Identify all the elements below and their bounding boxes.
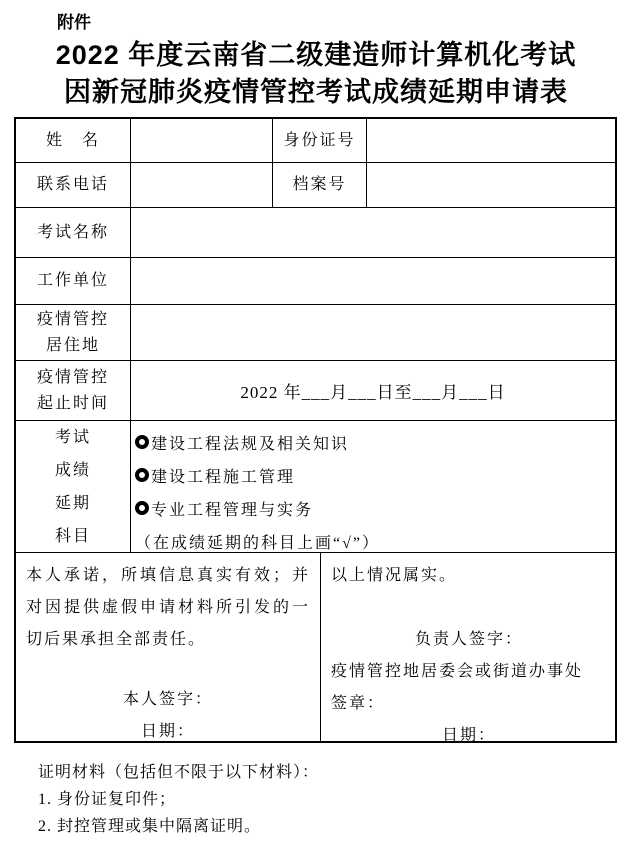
responsible-signature-label: 负责人签字： bbox=[414, 631, 523, 648]
phone-value-cell bbox=[131, 163, 273, 207]
table-row bbox=[16, 208, 615, 258]
confirmation-cell bbox=[321, 553, 615, 744]
subject-item-label: 建设工程施工管理 bbox=[151, 469, 296, 486]
proof-materials-section bbox=[38, 759, 632, 840]
table-row bbox=[16, 258, 615, 305]
spacer bbox=[331, 592, 607, 624]
residence-label-line2: 居住地 bbox=[45, 336, 100, 354]
attachment-label: 附件 bbox=[57, 13, 91, 32]
subject-item bbox=[135, 494, 611, 527]
page-title-line2: 因新冠肺炎疫情管控考试成绩延期申请表 bbox=[64, 77, 568, 107]
work-unit-value-cell bbox=[131, 258, 615, 304]
period-label-line1: 疫情管控 bbox=[36, 368, 109, 386]
subjects-label-line1: 考试 bbox=[54, 428, 91, 446]
residence-label bbox=[16, 305, 131, 360]
table-row bbox=[16, 553, 615, 744]
exam-name-value-cell bbox=[131, 208, 615, 257]
circle-bullet-icon bbox=[135, 468, 149, 482]
exam-name-label: 考试名称 bbox=[16, 208, 131, 257]
subjects-label-line3: 延期 bbox=[54, 494, 91, 512]
seal-label: 签章： bbox=[331, 695, 386, 712]
subject-item-label: 专业工程管理与实务 bbox=[151, 502, 314, 519]
table-row bbox=[16, 421, 615, 553]
period-label bbox=[16, 361, 131, 420]
period-value-cell: 2022 年___月___日至___月___日 bbox=[240, 383, 506, 402]
id-number-value-cell bbox=[367, 119, 615, 162]
page-title bbox=[0, 37, 632, 111]
applicant-signature-label: 本人签字： bbox=[122, 691, 213, 708]
page-title-line1: 2022 年度云南省二级建造师计算机化考试 bbox=[55, 40, 577, 70]
table-row bbox=[16, 119, 615, 163]
work-unit-label: 工作单位 bbox=[16, 258, 131, 304]
subjects-label bbox=[16, 421, 131, 552]
subjects-list bbox=[131, 421, 615, 552]
applicant-date-label: 日期： bbox=[140, 723, 195, 740]
name-value-cell bbox=[131, 119, 273, 162]
table-row bbox=[16, 163, 615, 208]
residence-value-cell bbox=[131, 305, 615, 360]
application-form-table bbox=[14, 117, 617, 743]
period-label-line2: 起止时间 bbox=[36, 394, 109, 412]
declaration-cell bbox=[16, 553, 321, 741]
confirmation-date-label: 日期： bbox=[441, 727, 496, 744]
file-number-label: 档案号 bbox=[273, 163, 367, 207]
confirmation-statement: 以上情况属实。 bbox=[331, 567, 458, 584]
subjects-label-line4: 科目 bbox=[54, 527, 91, 545]
subject-item-label: 建设工程法规及相关知识 bbox=[151, 436, 350, 453]
subjects-note: （在成绩延期的科目上画“√”） bbox=[135, 535, 380, 552]
table-row bbox=[16, 305, 615, 361]
material-item: 2. 封控管理或集中隔离证明。 bbox=[38, 818, 262, 835]
name-label: 姓 名 bbox=[16, 119, 131, 162]
circle-bullet-icon bbox=[135, 501, 149, 515]
office-line: 疫情管控地居委会或街道办事处 bbox=[331, 663, 584, 680]
material-item: 1. 身份证复印件； bbox=[38, 791, 177, 808]
subject-item bbox=[135, 428, 611, 461]
spacer bbox=[26, 656, 310, 684]
circle-bullet-icon bbox=[135, 435, 149, 449]
declaration-text: 本人承诺，所填信息真实有效；并对因提供虚假申请材料所引发的一切后果承担全部责任。 bbox=[26, 567, 310, 648]
phone-label: 联系电话 bbox=[16, 163, 131, 207]
subjects-label-line2: 成绩 bbox=[54, 461, 91, 479]
subject-item bbox=[135, 461, 611, 494]
materials-title: 证明材料（包括但不限于以下材料）： bbox=[38, 764, 320, 781]
file-number-value-cell bbox=[367, 163, 615, 207]
table-row bbox=[16, 361, 615, 421]
residence-label-line1: 疫情管控 bbox=[36, 310, 109, 328]
id-number-label: 身份证号 bbox=[273, 119, 367, 162]
